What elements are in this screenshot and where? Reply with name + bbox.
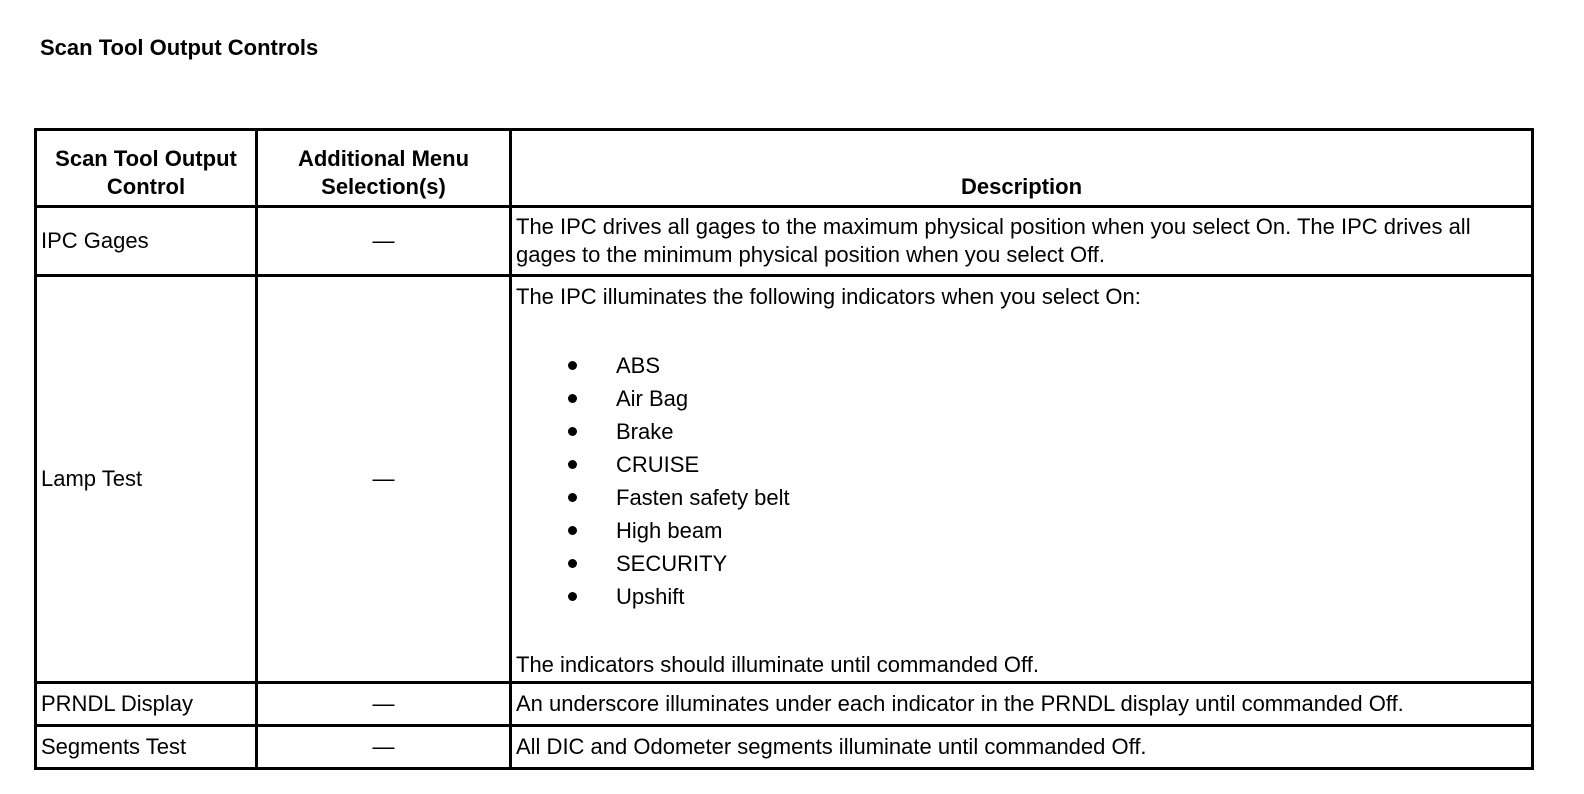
- menu-cell: —: [257, 726, 511, 769]
- list-item: [516, 580, 1527, 613]
- header-control: Scan Tool Output Control: [36, 130, 257, 207]
- description-cell: The IPC drives all gages to the maximum physical position when you select On. The IPC drives all gages to the minimum physical position when you select Off.: [511, 207, 1533, 276]
- lamp-test-intro: The IPC illuminates the following indicators when you select On:: [516, 284, 1141, 309]
- control-cell: PRNDL Display: [36, 683, 257, 726]
- indicator-label: CRUISE: [616, 452, 700, 477]
- table-row: [36, 207, 1533, 276]
- control-cell: Segments Test: [36, 726, 257, 769]
- list-item: [516, 481, 1527, 514]
- indicator-label: Air Bag: [616, 386, 689, 411]
- indicator-label: High beam: [616, 518, 723, 543]
- indicator-label: SECURITY: [616, 551, 728, 576]
- control-cell: Lamp Test: [36, 276, 257, 683]
- list-item: [516, 415, 1527, 448]
- menu-cell: —: [257, 276, 511, 683]
- table-row: [36, 276, 1533, 683]
- output-controls-table: [34, 128, 1534, 770]
- bullet-icon: [568, 361, 577, 370]
- description-cell: [511, 276, 1533, 683]
- indicator-label: Upshift: [616, 584, 685, 609]
- lamp-test-outro: The indicators should illuminate until commanded Off.: [516, 652, 1039, 677]
- bullet-icon: [568, 592, 577, 601]
- menu-cell: —: [257, 683, 511, 726]
- table-row: [36, 683, 1533, 726]
- indicator-label: Brake: [616, 419, 674, 444]
- bullet-icon: [568, 460, 577, 469]
- menu-cell: —: [257, 207, 511, 276]
- bullet-icon: [568, 394, 577, 403]
- description-cell: An underscore illuminates under each indicator in the PRNDL display until commanded Off.: [511, 683, 1533, 726]
- bullet-icon: [568, 493, 577, 502]
- indicator-label: Fasten safety belt: [616, 485, 790, 510]
- table-header-row: [36, 130, 1533, 207]
- control-cell: IPC Gages: [36, 207, 257, 276]
- indicator-label: ABS: [616, 353, 661, 378]
- bullet-icon: [568, 559, 577, 568]
- list-item: [516, 349, 1527, 382]
- list-item: [516, 382, 1527, 415]
- bullet-icon: [568, 427, 577, 436]
- header-description: Description: [511, 130, 1533, 207]
- list-item: [516, 514, 1527, 547]
- table-row: [36, 726, 1533, 769]
- list-item: [516, 547, 1527, 580]
- indicator-list: [516, 349, 1527, 613]
- page-title: Scan Tool Output Controls: [40, 35, 319, 60]
- description-cell: All DIC and Odometer segments illuminate until commanded Off.: [511, 726, 1533, 769]
- bullet-icon: [568, 526, 577, 535]
- list-item: [516, 448, 1527, 481]
- header-menu-selection: Additional Menu Selection(s): [257, 130, 511, 207]
